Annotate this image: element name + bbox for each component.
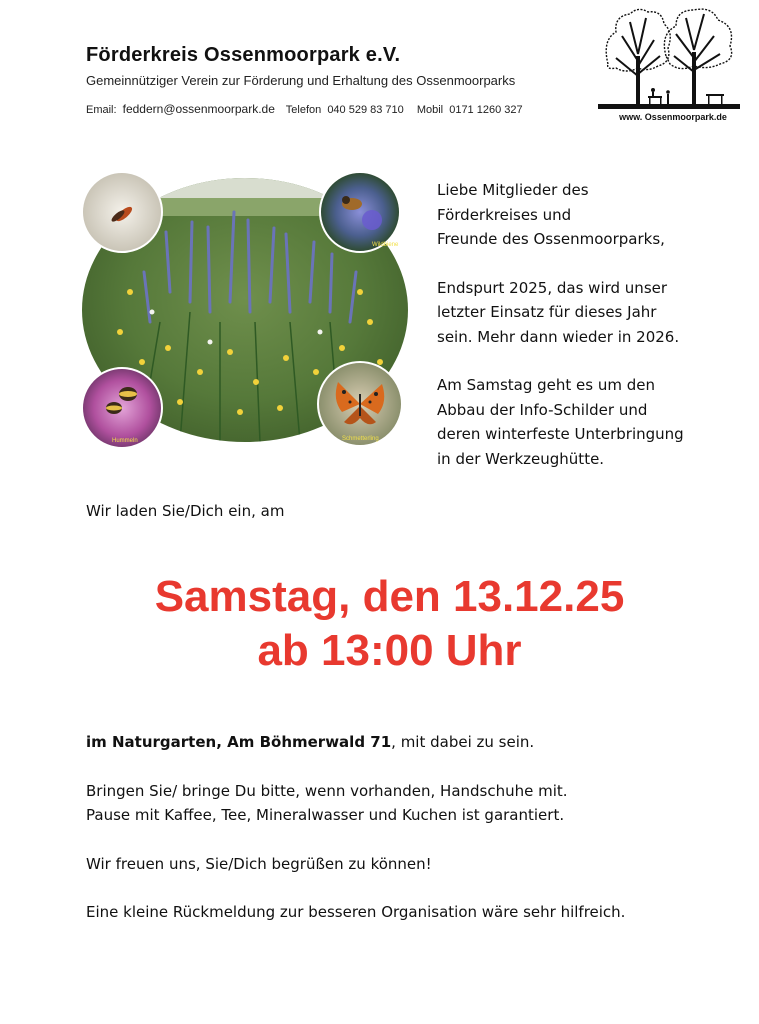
trees-logo [596,6,742,128]
logo-url[interactable]: www. Ossenmoorpark.de [619,112,727,122]
phone-number: 040 529 83 710 [327,104,404,116]
org-tagline: Gemeinnütziger Verein zur Förderung und Erhaltung des Ossenmoorparks [86,73,516,88]
greeting-line: Förderkreises und [437,205,572,224]
org-name: Förderkreis Ossenmoorpark e.V. [86,44,401,66]
greeting-line: Freunde des Ossenmoorparks, [437,230,665,248]
event-date: Samstag, den 13.12.25 [154,572,625,621]
details-text [86,730,746,949]
paragraph-line: letzter Einsatz für dieses Jahr [437,303,657,321]
mobile-number: 0171 1260 327 [449,104,523,116]
event-time: ab 13:00 Uhr [257,626,522,675]
paragraph-line: Abbau der Info-Schilder und [437,400,648,419]
collage-label-bumblebees: Hummeln [112,438,138,444]
location-address: im Naturgarten, Am Böhmerwald 71 [86,733,392,751]
phone-label: Telefon [285,104,322,116]
paragraph-line: sein. Mehr dann wieder in 2026. [437,327,680,346]
location-line [86,730,746,755]
paragraph-line: deren winterfeste Unterbringung [437,425,684,443]
paragraph-endspurt [437,276,737,350]
welcome-line: Wir freuen uns, Sie/Dich begrüßen zu können! [86,854,432,873]
email-address[interactable]: feddern@ossenmoorpark.de [122,102,275,116]
bring-line: Bringen Sie/ bringe Du bitte, wenn vorhanden, Handschuhe mit. [86,781,568,800]
collage-label-wildbee: Wildbiene [372,242,399,248]
paragraph-line: Endspurt 2025, das wird unser [437,278,668,297]
paragraph-line: Am Samstag geht es um den [437,376,656,394]
feedback-line: Eine kleine Rückmeldung zur besseren Organisation wäre sehr hilfreich. [86,903,626,921]
event-date-block [0,570,759,678]
paragraph-samstag [437,373,737,471]
paragraph-line: in der Werkzeughütte. [437,449,605,468]
meadow-photo-collage [80,172,410,452]
greeting-line: Liebe Mitglieder des [437,181,589,199]
letter-text [437,178,737,495]
invite-text: Wir laden Sie/Dich ein, am [86,502,285,520]
email-label: Email: [86,104,117,116]
collage-label-butterfly: Schmetterling [342,436,379,442]
bring-paragraph [86,779,746,828]
mobile-label: Mobil [416,104,444,116]
location-rest: , mit dabei zu sein. [391,733,535,751]
greeting [437,178,737,252]
contact-line [86,102,533,116]
bring-line: Pause mit Kaffee, Tee, Mineralwasser und Kuchen ist garantiert. [86,806,565,824]
